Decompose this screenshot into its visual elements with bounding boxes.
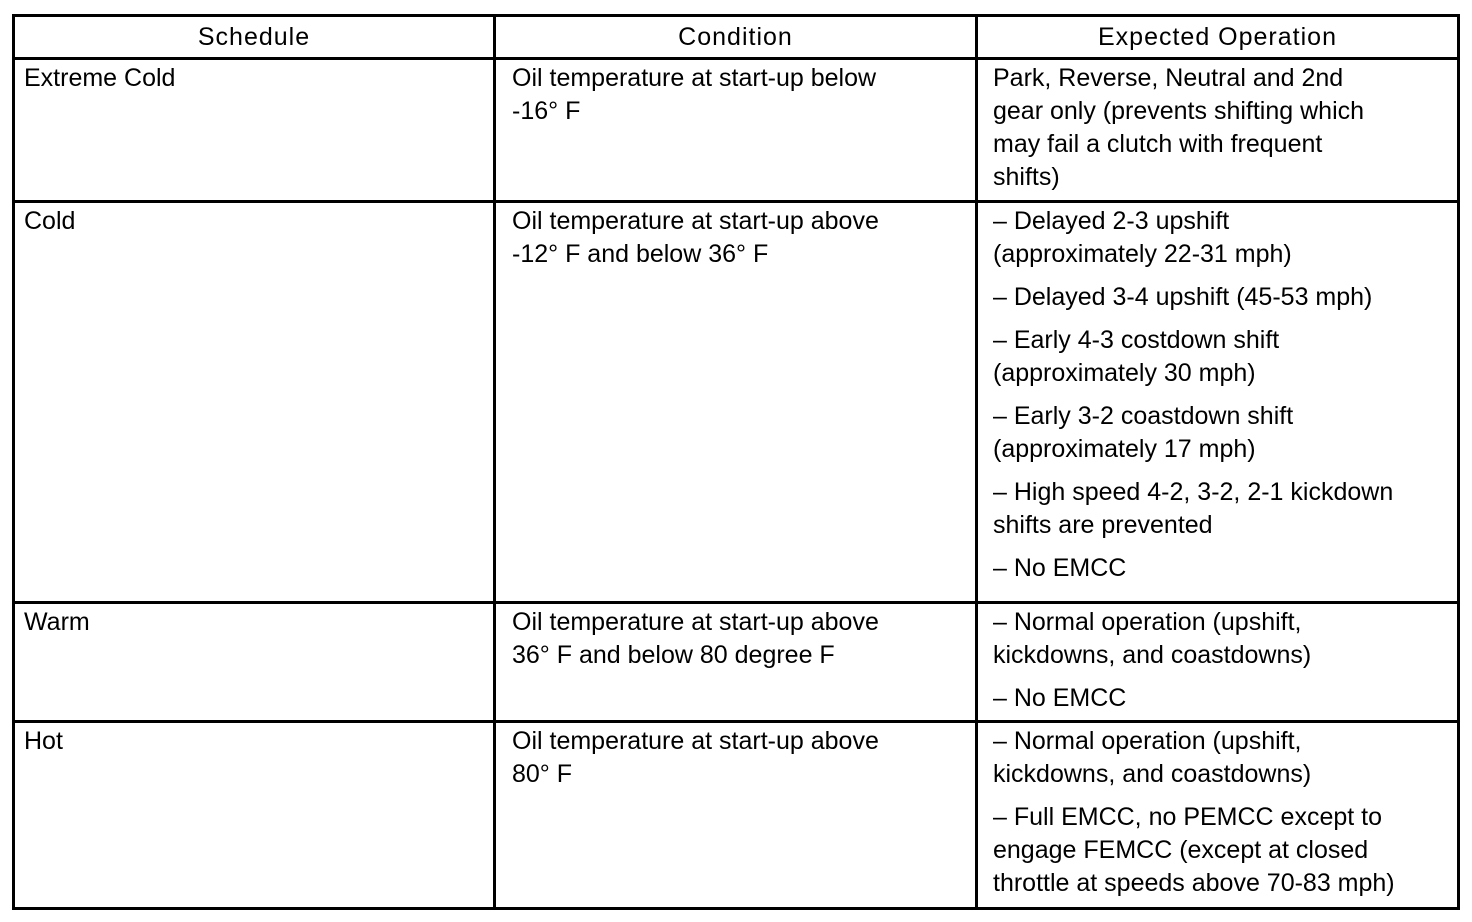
- operation-line: – Normal operation (upshift,: [993, 608, 1302, 636]
- table-row: [14, 603, 1459, 722]
- condition-line: 36° F and below 80 degree F: [512, 641, 835, 669]
- schedule-cell: Warm: [14, 603, 495, 722]
- table-body: [14, 59, 1459, 909]
- expected-operation-cell: [977, 59, 1459, 202]
- operation-line: shifts): [993, 163, 1060, 191]
- condition-line: Oil temperature at start-up above: [512, 608, 879, 636]
- operation-line: kickdowns, and coastdowns): [993, 760, 1312, 788]
- header-schedule: Schedule: [14, 16, 495, 59]
- operation-line: – Normal operation (upshift,: [993, 727, 1302, 755]
- condition-line: -16° F: [512, 97, 581, 125]
- table-header: [14, 16, 1459, 59]
- operation-item: [993, 725, 1453, 791]
- expected-operation-cell: [977, 202, 1459, 603]
- operation-item: [993, 62, 1453, 194]
- operation-item: [993, 801, 1453, 900]
- shift-schedule-table: [12, 14, 1460, 910]
- condition-line: Oil temperature at start-up below: [512, 64, 877, 92]
- operation-line: – Delayed 3-4 upshift (45-53 mph): [993, 283, 1373, 311]
- operation-line: Park, Reverse, Neutral and 2nd: [993, 64, 1344, 92]
- condition-line: -12° F and below 36° F: [512, 240, 769, 268]
- condition-cell: [495, 603, 977, 722]
- operation-line: (approximately 17 mph): [993, 435, 1256, 463]
- operation-line: – Early 4-3 costdown shift: [993, 326, 1280, 354]
- operation-item: [993, 281, 1453, 314]
- operation-item: [993, 552, 1453, 585]
- operation-line: – Early 3-2 coastdown shift: [993, 402, 1294, 430]
- schedule-cell: Extreme Cold: [14, 59, 495, 202]
- operation-item: [993, 606, 1453, 672]
- table-row: [14, 722, 1459, 909]
- table-row: [14, 202, 1459, 603]
- header-row: [14, 16, 1459, 59]
- operation-line: – No EMCC: [993, 554, 1127, 582]
- operation-line: engage FEMCC (except at closed: [993, 836, 1369, 864]
- condition-line: Oil temperature at start-up above: [512, 207, 879, 235]
- operation-line: – Full EMCC, no PEMCC except to: [993, 803, 1383, 831]
- schedule-cell: Cold: [14, 202, 495, 603]
- operation-item: [993, 682, 1453, 715]
- table-row: [14, 59, 1459, 202]
- header-condition: Condition: [495, 16, 977, 59]
- condition-cell: [495, 722, 977, 909]
- condition-line: 80° F: [512, 760, 573, 788]
- operation-line: shifts are prevented: [993, 511, 1213, 539]
- operation-line: may fail a clutch with frequent: [993, 130, 1323, 158]
- operation-line: throttle at speeds above 70-83 mph): [993, 869, 1395, 897]
- operation-item: [993, 205, 1453, 271]
- operation-line: gear only (prevents shifting which: [993, 97, 1365, 125]
- operation-line: (approximately 22-31 mph): [993, 240, 1292, 268]
- condition-cell: [495, 202, 977, 603]
- operation-line: kickdowns, and coastdowns): [993, 641, 1312, 669]
- expected-operation-cell: [977, 722, 1459, 909]
- condition-line: Oil temperature at start-up above: [512, 727, 879, 755]
- expected-operation-cell: [977, 603, 1459, 722]
- schedule-cell: Hot: [14, 722, 495, 909]
- operation-line: – High speed 4-2, 3-2, 2-1 kickdown: [993, 478, 1394, 506]
- operation-line: – No EMCC: [993, 684, 1127, 712]
- condition-cell: [495, 59, 977, 202]
- operation-line: (approximately 30 mph): [993, 359, 1256, 387]
- header-expected-operation: Expected Operation: [977, 16, 1459, 59]
- operation-item: [993, 400, 1453, 466]
- operation-line: – Delayed 2-3 upshift: [993, 207, 1230, 235]
- operation-item: [993, 476, 1453, 542]
- operation-item: [993, 324, 1453, 390]
